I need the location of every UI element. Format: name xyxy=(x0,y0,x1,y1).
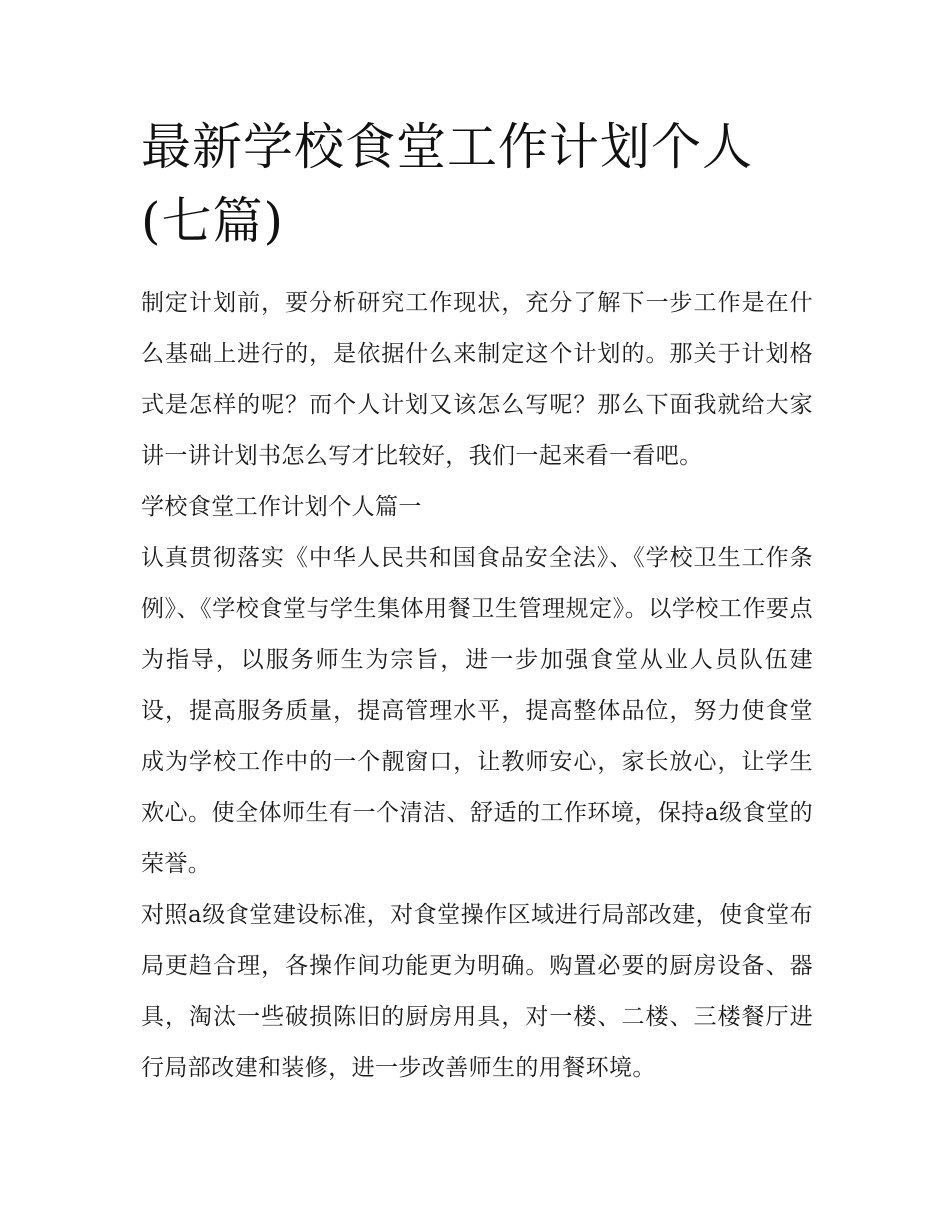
section-heading: 学校食堂工作计划个人篇一 xyxy=(141,494,422,520)
document-body xyxy=(141,278,813,1094)
document-page xyxy=(141,110,813,1094)
body-paragraph: 对照a级食堂建设标准，对食堂操作区域进行局部改建，使食堂布局更趋合理，各操作间功能更为明确。购置必要的厨房设备、器具，淘汰一些破损陈旧的厨房用具，对一楼、二楼、三楼餐厅进行局部改建和装修，进一步改善师生的用餐环境。 xyxy=(141,902,813,1081)
body-paragraph: 认真贯彻落实《中华人民共和国食品安全法》、《学校卫生工作条例》、《学校食堂与学生集体用餐卫生管理规定》。以学校工作要点为指导，以服务师生为宗旨，进一步加强食堂从业人员队伍建设，提高服务质量，提高管理水平，提高整体品位，努力使食堂成为学校工作中的一个靓窗口，让教师安心，家长放心，让学生欢心。使全体师生有一个清洁、舒适的工作环境，保持a级食堂的荣誉。 xyxy=(141,545,813,877)
document-title: 最新学校食堂工作计划个人(七篇) xyxy=(141,118,753,250)
intro-paragraph: 制定计划前，要分析研究工作现状，充分了解下一步工作是在什么基础上进行的，是依据什么来制定这个计划的。那关于计划格式是怎样的呢？而个人计划又该怎么写呢？那么下面我就给大家讲一讲计划书怎么写才比较好，我们一起来看一看吧。 xyxy=(141,290,813,469)
